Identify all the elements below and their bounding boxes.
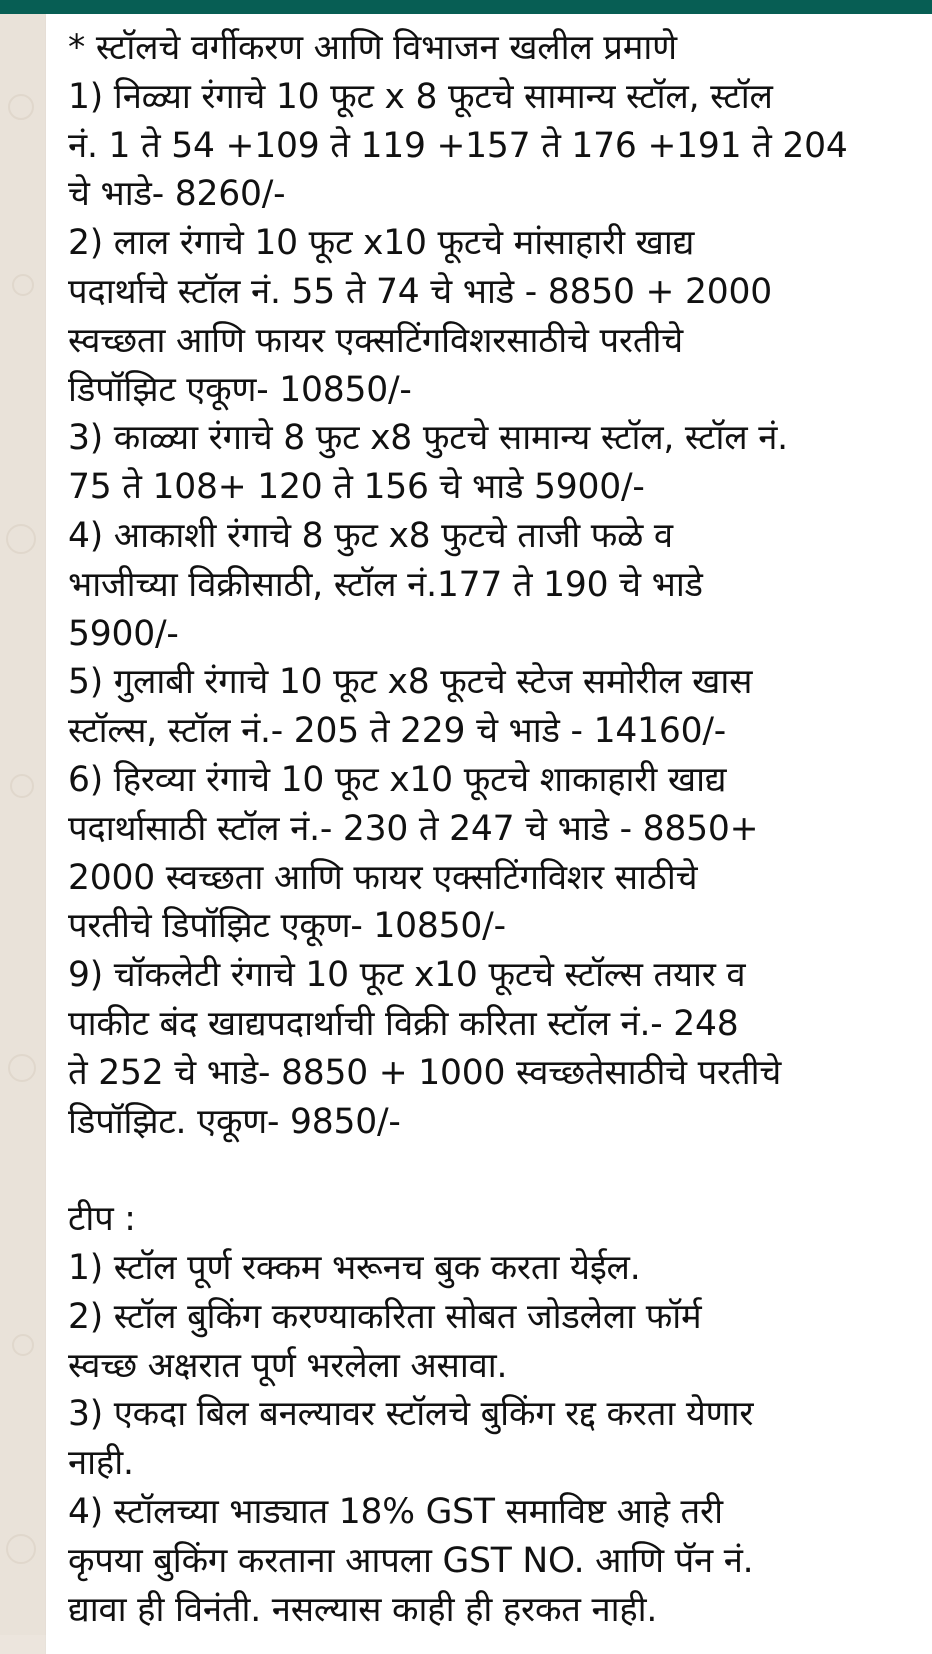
message-line: 5900/- (68, 613, 179, 654)
note-line: स्वच्छ अक्षरात पूर्ण भरलेला असावा. (68, 1345, 508, 1386)
wallpaper-pattern-icon (12, 274, 34, 296)
message-line: 75 ते 108+ 120 ते 156 चे भाडे 5900/- (68, 467, 645, 508)
note-line: नाही. (68, 1443, 134, 1484)
message-line: 3) काळ्या रंगाचे 8 फुट x8 फुटचे सामान्य स्टॉल, स्टॉल नं. (68, 418, 788, 459)
wallpaper-pattern-icon (12, 1334, 34, 1356)
note-line: कृपया बुकिंग करताना आपला GST NO. आणि पॅन नं. (68, 1540, 754, 1581)
message-line: डिपॉझिट एकूण- 10850/- (68, 369, 412, 410)
message-line: डिपॉझिट. एकूण- 9850/- (68, 1101, 401, 1142)
blank-line (68, 1146, 908, 1195)
note-line: 2) स्टॉल बुकिंग करण्याकरिता सोबत जोडलेला फॉर्म (68, 1296, 702, 1337)
message-line: स्वच्छता आणि फायर एक्सटिंगविशरसाठीचे परतीचे (68, 320, 683, 361)
wallpaper-pattern-icon (6, 1534, 36, 1564)
message-header: * स्टॉलचे वर्गीकरण आणि विभाजन खलील प्रमाणे (68, 28, 677, 68)
message-line: भाजीच्या विक्रीसाठी, स्टॉल नं.177 ते 190 चे भाडे (68, 564, 703, 605)
message-line: चे भाडे- 8260/- (68, 174, 286, 215)
wallpaper-pattern-icon (6, 524, 36, 554)
wallpaper-pattern-icon (8, 94, 34, 120)
note-line: द्यावा ही विनंती. नसल्यास काही ही हरकत नाही. (68, 1589, 658, 1630)
note-line: 4) स्टॉलच्या भाड्यात 18% GST समाविष्ट आहे तरी (68, 1491, 723, 1532)
message-line: 1) निळ्या रंगाचे 10 फूट x 8 फूटचे सामान्य स्टॉल, स्टॉल (68, 76, 773, 117)
app-top-bar (0, 0, 932, 14)
message-line: 6) हिरव्या रंगाचे 10 फूट x10 फूटचे शाकाहारी खाद्य (68, 759, 727, 800)
message-line: 5) गुलाबी रंगाचे 10 फूट x8 फूटचे स्टेज समोरील खास (68, 662, 753, 703)
message-line: 2) लाल रंगाचे 10 फूट x10 फूटचे मांसाहारी खाद्य (68, 223, 695, 264)
note-title: टीप : (68, 1199, 136, 1240)
message-line: 9) चॉकलेटी रंगाचे 10 फूट x10 फूटचे स्टॉल्स तयार व (68, 955, 746, 996)
message-line: 4) आकाशी रंगाचे 8 फुट x8 फुटचे ताजी फळे व (68, 515, 673, 556)
message-line: पदार्थासाठी स्टॉल नं.- 230 ते 247 चे भाडे - 8850+ (68, 808, 759, 849)
message-line: पदार्थाचे स्टॉल नं. 55 ते 74 चे भाडे - 8850 + 2000 (68, 271, 772, 312)
wallpaper-pattern-icon (10, 774, 34, 798)
message-line: स्टॉल्स, स्टॉल नं.- 205 ते 229 चे भाडे - 14160/- (68, 711, 726, 752)
message-line: 2000 स्वच्छता आणि फायर एक्सटिंगविशर साठीचे (68, 857, 698, 898)
wallpaper-pattern-icon (8, 1054, 36, 1082)
note-line: 3) एकदा बिल बनल्यावर स्टॉलचे बुकिंग रद्द करता येणार (68, 1394, 754, 1435)
message-line: नं. 1 ते 54 +109 ते 119 +157 ते 176 +191 ते 204 (68, 125, 848, 166)
message-line: ते 252 चे भाडे- 8850 + 1000 स्वच्छतेसाठीचे परतीचे (68, 1052, 782, 1093)
message-text (68, 24, 908, 1634)
note-line: 1) स्टॉल पूर्ण रक्कम भरूनच बुक करता येईल. (68, 1247, 641, 1288)
message-line: पाकीट बंद खाद्यपदार्थाची विक्री करिता स्टॉल नं.- 248 (68, 1003, 739, 1044)
message-line: परतीचे डिपॉझिट एकूण- 10850/- (68, 906, 506, 947)
